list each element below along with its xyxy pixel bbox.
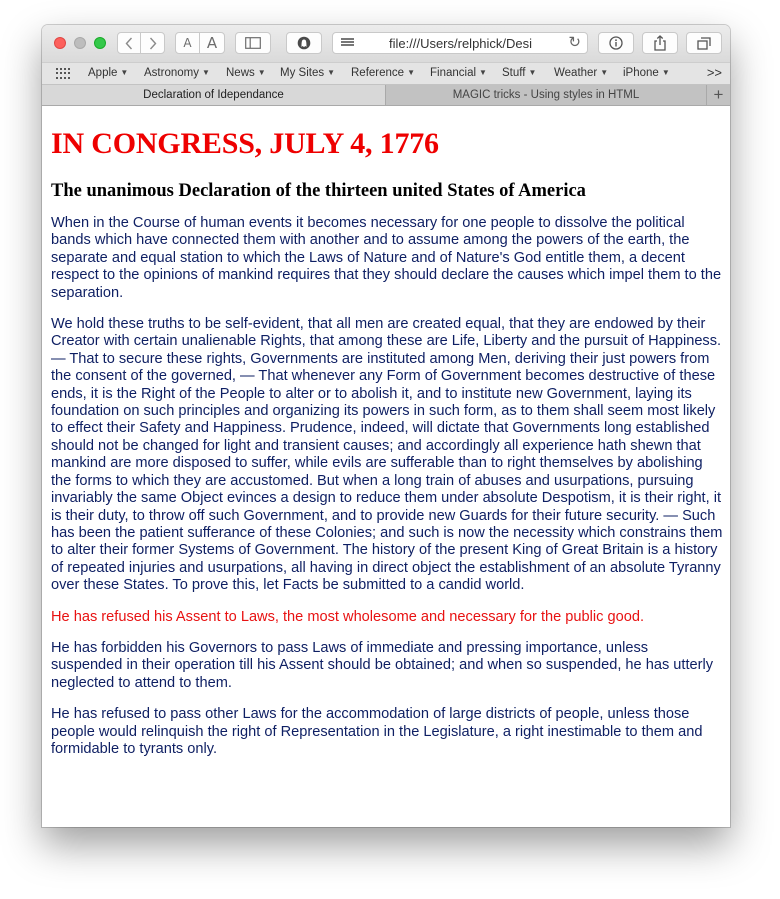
bookmarks-overflow-button[interactable]: >> — [706, 65, 722, 80]
new-tab-button[interactable]: + — [706, 85, 730, 105]
close-window-button[interactable] — [54, 37, 66, 49]
text-larger-button[interactable]: A — [206, 34, 218, 52]
chevron-right-icon — [149, 37, 157, 50]
minimize-window-button[interactable] — [74, 37, 86, 49]
tab-label: MAGIC tricks - Using styles in HTML — [452, 89, 640, 101]
page-content — [51, 106, 723, 758]
paragraph: He has refused to pass other Laws for the accommodation of large districts of people, unless those people would relinquish the right of Representation in the Legislature, a right inestimable to them and formidable to tyrants only. — [51, 706, 703, 757]
share-icon — [653, 35, 667, 51]
back-forward-group — [117, 32, 165, 54]
bookmark-my-sites[interactable]: My Sites ▼ — [280, 67, 336, 79]
bookmark-stuff[interactable]: Stuff ▼ — [502, 67, 537, 79]
show-tabs-button[interactable] — [686, 32, 722, 54]
page-subheading: The unanimous Declaration of the thirteen united States of America — [51, 181, 586, 201]
tab-magic-tricks[interactable] — [386, 85, 706, 105]
chevron-down-icon: ▼ — [528, 68, 537, 77]
sidebar-button[interactable] — [235, 32, 271, 54]
chevron-down-icon: ▼ — [661, 68, 670, 77]
address-bar[interactable] — [332, 32, 588, 54]
chevron-down-icon: ▼ — [120, 68, 129, 77]
highlighted-paragraph: He has refused his Assent to Laws, the most wholesome and necessary for the public good. — [51, 608, 644, 625]
bookmark-financial[interactable]: Financial ▼ — [430, 67, 487, 79]
bookmark-astronomy[interactable]: Astronomy ▼ — [144, 67, 210, 79]
paragraph: He has forbidden his Governors to pass Laws of immediate and pressing importance, unless suspended in their operation till his Assent should be obtained; and when so suspended, he has utterly neglected to attend to them. — [51, 639, 714, 691]
bookmark-iphone[interactable]: iPhone ▼ — [623, 67, 670, 79]
tab-label: Declaration of Idependance — [143, 89, 284, 101]
chevron-down-icon: ▼ — [327, 68, 336, 77]
chevron-down-icon: ▼ — [407, 68, 415, 77]
chevron-left-icon — [125, 37, 133, 50]
text-smaller-button[interactable]: A — [176, 33, 200, 53]
chevron-down-icon: ▼ — [201, 68, 210, 77]
paragraph: We hold these truths to be self-evident, that all men are created equal, that they are endowed by their Creator with certain unalienable Rights, that among these are Life, Liberty and the pursuit of Happiness. — That to secure these rights, Governments are instituted among Men, deriving their just powers from the consent of the governed, — That whenever any Form of Government becomes destructive of these ends, it is the Right of the People to alter or to abolish it, and to institute new Government, laying its foundation on such principles and organizing its powers in such form, as to them shall seem most likely to effect their Safety and Happiness. Prudence, indeed, will dictate that Governments long established should not be changed for light and transient causes; and accordingly all experience hath shewn that mankind are more disposed to suffer, while evils are sufferable than to right themselves by abolishing the forms to which they are accustomed. But when a long train of abuses and usurpations, pursuing invariably the same Object evinces a design to reduce them under absolute Despotism, it is their right, it is their duty, to throw off such Government, and to provide new Guards for their future security. — Such has been the patient sufferance of these Colonies; and such is now the necessity which constrains them to alter their former Systems of Government. The history of the present King of Great Britain is a history of repeated injuries and usurpations, all having in direct object the establishment of an absolute Tyranny over these States. To prove this, let Facts be submitted to a candid world. — [51, 316, 723, 594]
toolbar — [42, 25, 730, 62]
info-icon — [609, 36, 623, 50]
extension-button[interactable] — [286, 32, 322, 54]
reader-icon[interactable] — [341, 38, 354, 48]
info-button[interactable] — [598, 32, 634, 54]
bookmark-reference[interactable]: Reference ▼ — [351, 67, 415, 79]
address-text[interactable]: file:///Users/relphick/Desi — [389, 36, 533, 51]
bookmark-apple[interactable]: Apple ▼ — [88, 67, 129, 79]
chevron-down-icon: ▼ — [600, 68, 609, 77]
top-sites-grid-icon[interactable] — [56, 68, 71, 79]
chevron-down-icon: ▼ — [479, 68, 487, 77]
sidebar-icon — [245, 37, 261, 49]
chevron-down-icon: ▼ — [257, 68, 266, 77]
bookmarks-bar — [42, 62, 730, 85]
text-size-group — [175, 32, 225, 54]
tab-declaration[interactable] — [42, 85, 386, 105]
back-button[interactable] — [118, 33, 141, 53]
reload-icon[interactable]: ↻ — [568, 34, 581, 51]
paragraph: When in the Course of human events it becomes necessary for one people to dissolve the political bands which have connected them with another and to assume among the powers of the earth, the separate and equal station to which the Laws of Nature and of Nature's God entitle them, a decent respect to the opinions of mankind requires that they should declare the causes which impel them to the separation. — [51, 215, 722, 301]
tab-bar — [42, 85, 730, 106]
tabs-overview-icon — [697, 37, 711, 50]
page-heading: IN CONGRESS, JULY 4, 1776 — [51, 127, 439, 160]
forward-button[interactable] — [141, 33, 164, 53]
browser-window — [42, 25, 730, 827]
ghostery-icon — [297, 36, 311, 50]
bookmark-weather[interactable]: Weather ▼ — [554, 67, 609, 79]
bookmark-news[interactable]: News ▼ — [226, 67, 266, 79]
zoom-window-button[interactable] — [94, 37, 106, 49]
share-button[interactable] — [642, 32, 678, 54]
